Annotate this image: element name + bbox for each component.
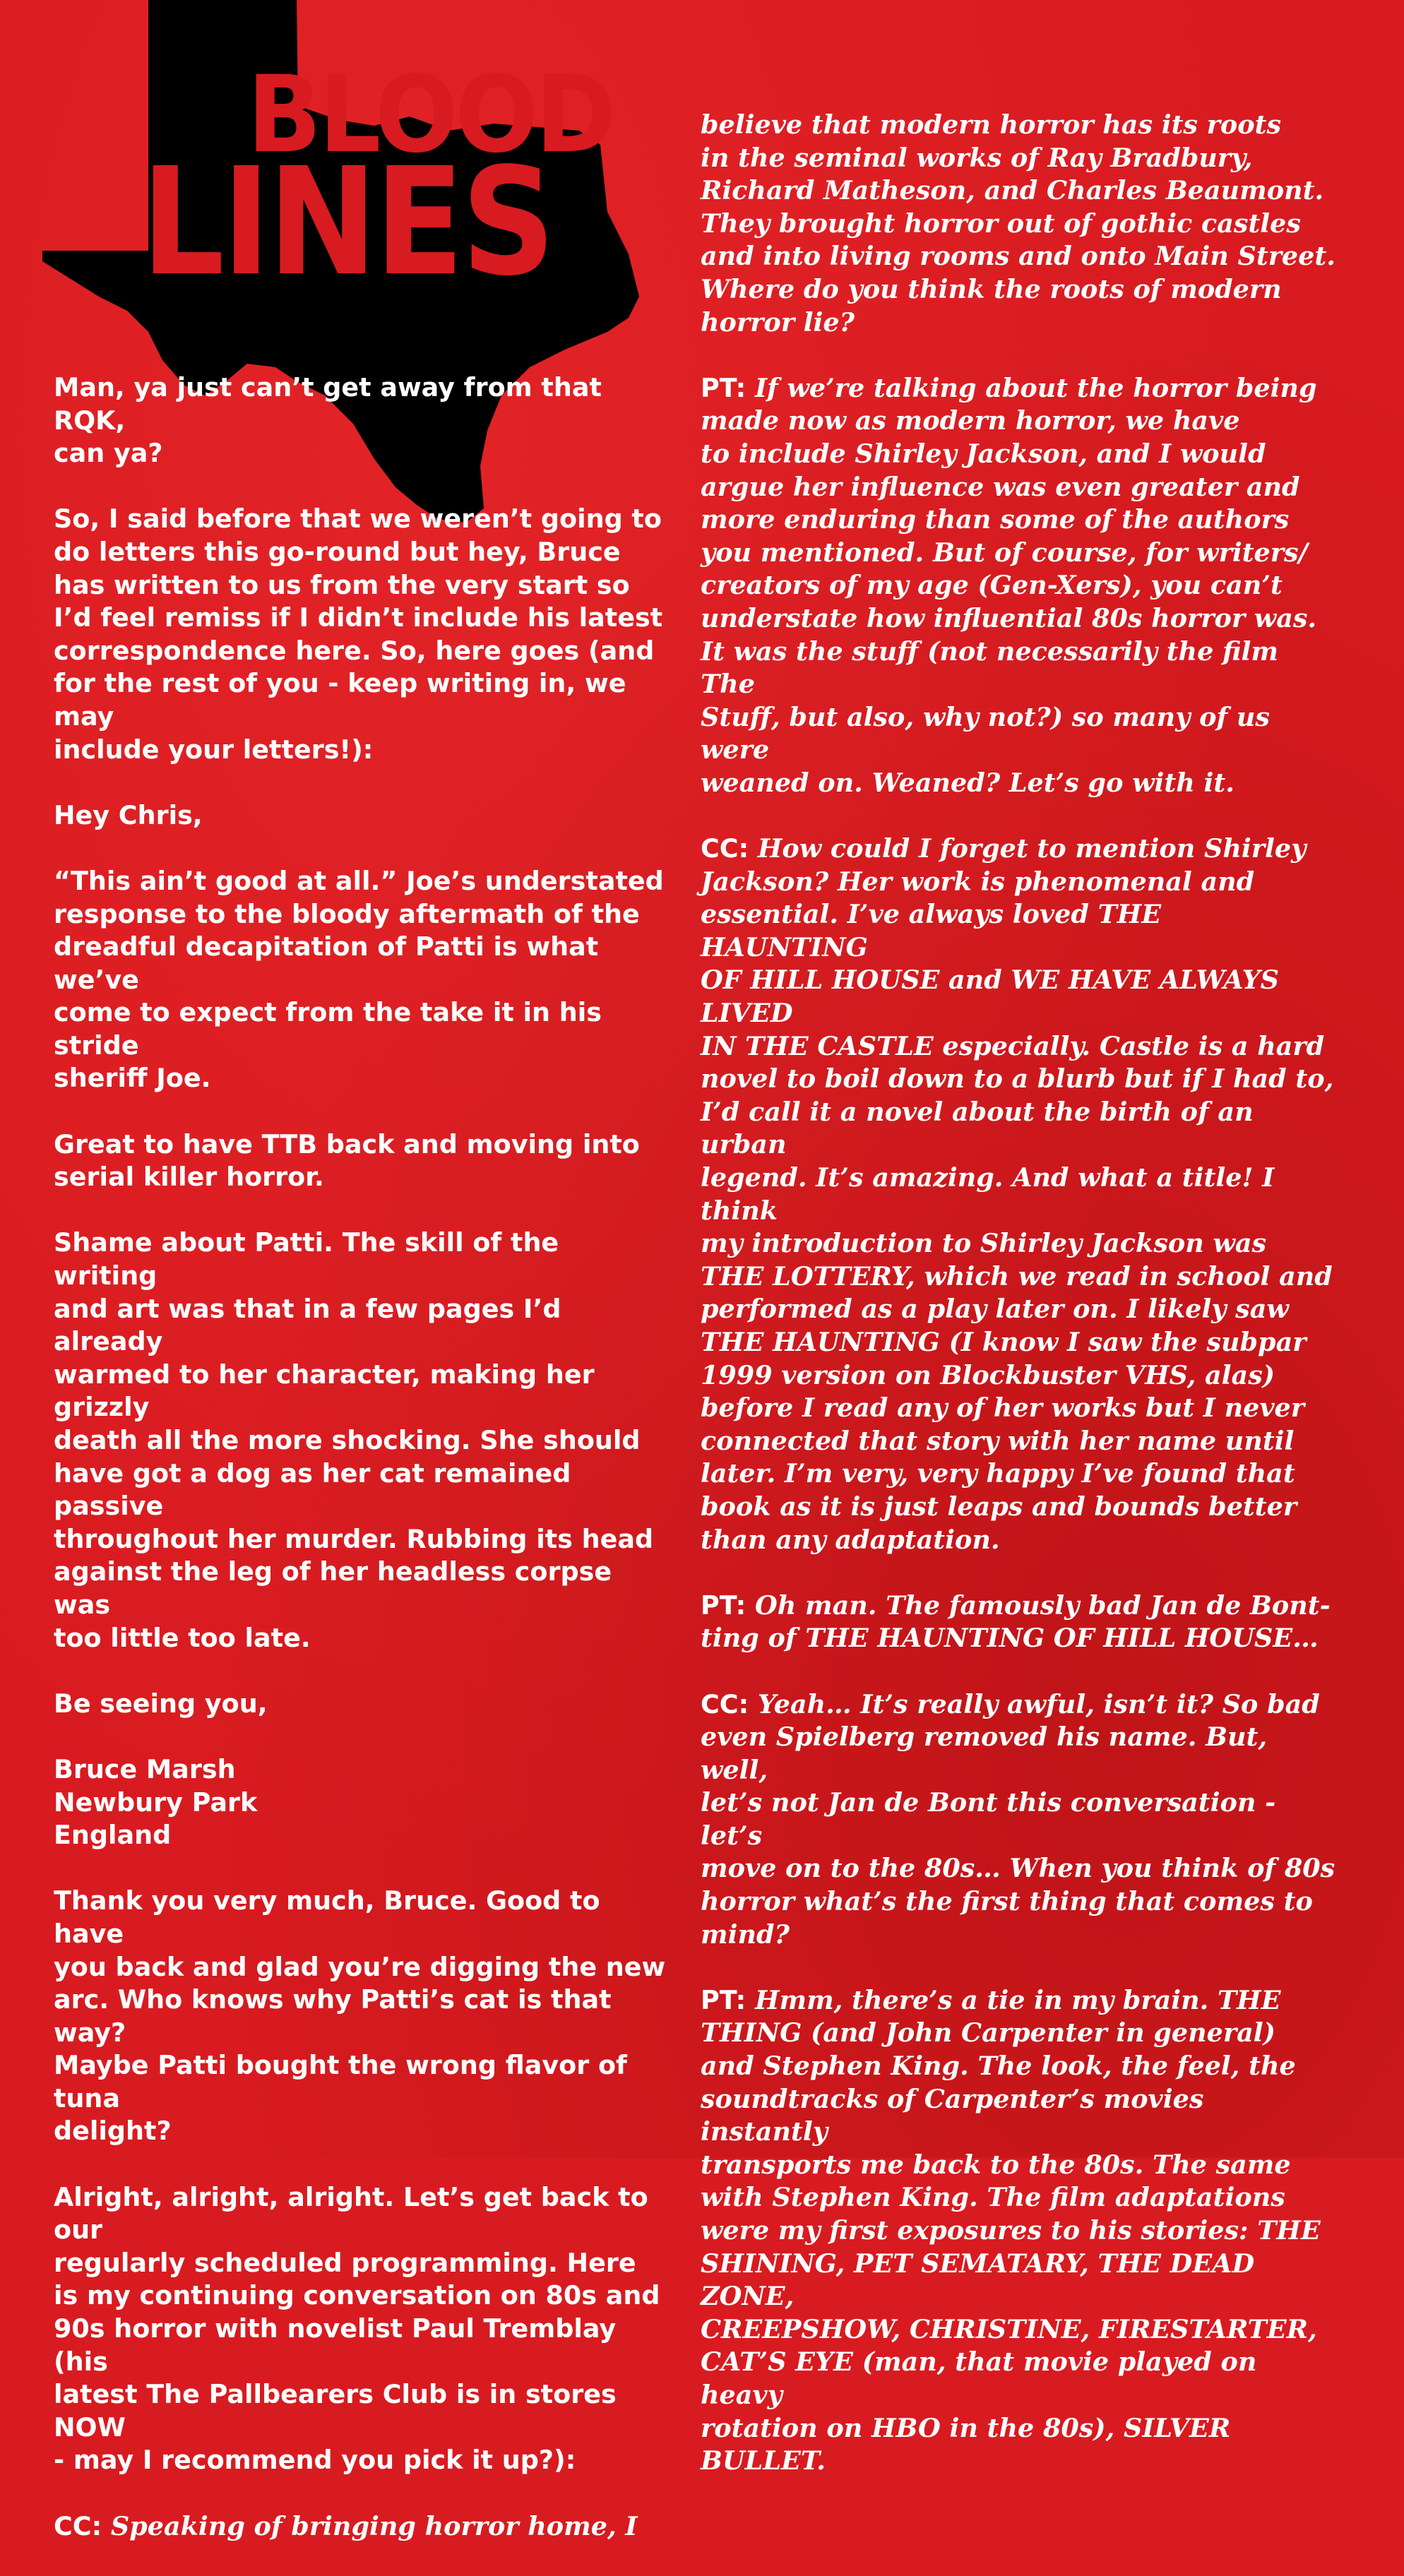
right-column xyxy=(701,109,1336,2510)
letter-paragraph: Shame about Patti. The skill of the writing and art was that in a few pages I’d already warmed to her character, making her grizzly death all the more shocking. She should have got a dog as her cat remained passive throughout her murder. Rubbing its head against the leg of her headless corpse was too little too late. xyxy=(54,1227,654,1653)
left-column xyxy=(54,371,668,2576)
interview-paragraph xyxy=(701,1984,1336,2478)
interview-paragraph xyxy=(701,833,1336,1556)
interview-text: Speaking of bringing horror home, I xyxy=(102,2510,638,2541)
speaker-label: CC: xyxy=(701,833,749,864)
interview-text: believe that modern horror has its roots in the seminal works of Ray Bradbury, Richard Matheson, and Charles Beaumont. They brought horror out of gothic castles and into living rooms and onto Main Street. Where do you think the roots of modern horror lie? xyxy=(701,109,1335,338)
speaker-label: PT: xyxy=(701,1984,746,2015)
letter-salutation: Hey Chris, xyxy=(54,799,203,830)
speaker-label: PT: xyxy=(701,372,746,403)
interview-text: Hmm, there’s a tie in my brain. THE THING (and John Carpenter in general) and Stephen King. The look, the feel, the soundtracks of Carpenter’s movies instantly transports me back to the 80s. The same with Stephen King. The film adaptations were my first exposures to his stories: THE SHINING, PET SEMATARY, THE DEAD ZONE, CREEPSHOW, CHRISTINE, FIRESTARTER, CAT’S EYE (man, that movie played on heavy rotation on HBO in the 80s), SILVER BULLET. xyxy=(701,1984,1321,2476)
logo-title-lines: LINES xyxy=(141,136,553,309)
interview-paragraph xyxy=(701,372,1336,800)
interview-start xyxy=(54,2510,668,2544)
interview-paragraph xyxy=(701,1688,1336,1952)
interview-text: Yeah… It’s really awful, isn’t it? So bad even Spielberg removed his name. But, well, let’s not Jan de Bont this conversation - let’s move on to the 80s… When you think of 80s horror what’s the first thing that comes to mind? xyxy=(701,1688,1335,1950)
interview-text: If we’re talking about the horror being made now as modern horror, we have to include Shirley Jackson, and I would argue her influence was even greater and more enduring than some of the authors you mentioned. But of course, for writers/ creators of my age (Gen-Xers), you can’t understate how influential 80s horror was. It was the stuff (not necessarily the film The Stuff, but also, why not?) so many of us were weaned on. Weaned? Let’s go with it. xyxy=(701,372,1317,798)
interview-paragraph xyxy=(701,1590,1336,1655)
interview-intro-paragraph: Alright, alright, alright. Let’s get back to our regularly scheduled programming. Here is my continuing conversation on 80s and 90s horror with novelist Paul Tremblay (his latest The Pallbearers Club is in stores NOW - may I recommend you pick it up?): xyxy=(54,2181,660,2476)
letter-signature: Bruce Marsh Newbury Park England xyxy=(54,1753,258,1851)
intro-paragraph: Man, ya just can’t get away from that RQK, can ya? xyxy=(54,372,602,469)
interview-text: Oh man. The famously bad Jan de Bont- ting of THE HAUNTING OF HILL HOUSE… xyxy=(701,1590,1331,1654)
speaker-label: PT: xyxy=(701,1590,746,1621)
letter-signoff: Be seeing you, xyxy=(54,1688,268,1719)
reply-paragraph: Thank you very much, Bruce. Good to have you back and glad you’re digging the new arc. Who knows why Patti’s cat is that way? Maybe Patti bought the wrong flavor of tuna delight? xyxy=(54,1885,666,2147)
letter-paragraph: “This ain’t good at all.” Joe’s understated response to the bloody aftermath of the dreadful decapitation of Patti is what we’ve come to expect from the take it in his stride sheriff Joe. xyxy=(54,865,664,1094)
interview-text: How could I forget to mention Shirley Jackson? Her work is phenomenal and essential. I’ve always loved THE HAUNTING OF HILL HOUSE and WE HAVE ALWAYS LIVED IN THE CASTLE especially. Castle is a hard novel to boil down to a blurb but if I had to, I’d call it a novel about the birth of an urban legend. It’s amazing. And what a title! I think my introduction to Shirley Jackson was THE LOTTERY, which we read in school and performed as a play later on. I likely saw THE HAUNTING (I know I saw the subpar 1999 version on Blockbuster VHS, alas) before I read any of her works but I never connected that story with her name until later. I’m very, very happy I’ve found that book as it is just leaps and bounds better than any adaptation. xyxy=(701,833,1334,1555)
logo-title-blood: BLOOD xyxy=(247,54,614,177)
interview-paragraph xyxy=(701,109,1336,339)
letters-intro-paragraph: So, I said before that we weren’t going to do letters this go-round but hey, Bruce has written to us from the very start so I’d feel remiss if I didn’t include his latest correspondence here. So, here goes (and for the rest of you - keep writing in, we may include your letters!): xyxy=(54,503,663,765)
letter-paragraph: Great to have TTB back and moving into serial killer horror. xyxy=(54,1128,640,1193)
speaker-label: CC: xyxy=(701,1688,749,1719)
speaker-label: CC: xyxy=(54,2510,102,2541)
